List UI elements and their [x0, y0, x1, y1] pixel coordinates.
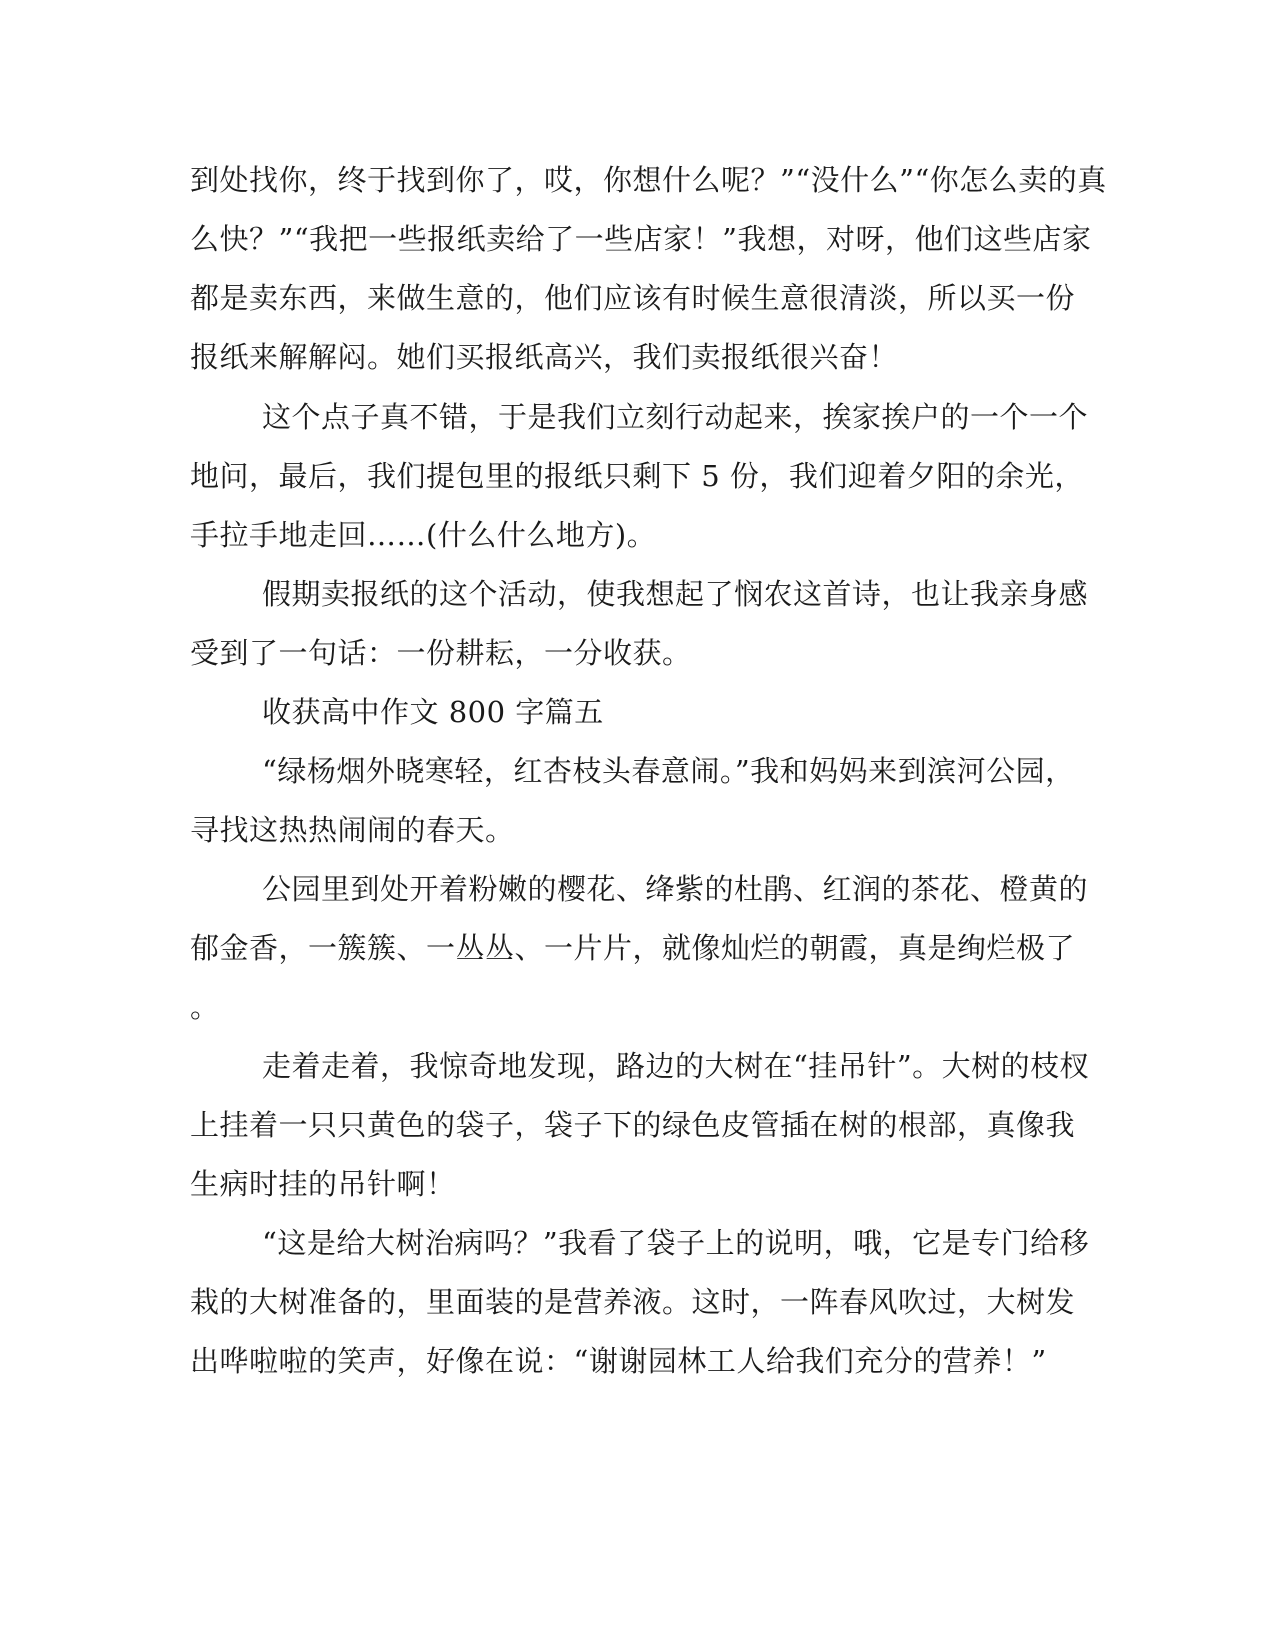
paragraph-line: 地问，最后，我们提包里的报纸只剩下 5 份，我们迎着夕阳的余光，	[190, 459, 1084, 493]
paragraph-line: 受到了一句话：一份耕耘，一分收获。	[190, 636, 692, 670]
paragraph-line: 出哗啦啦的笑声，好像在说：“谢谢园林工人给我们充分的营养！”	[190, 1344, 1047, 1378]
paragraph-line: 走着走着，我惊奇地发现，路边的大树在“挂吊针”。大树的枝杈	[262, 1049, 1090, 1083]
paragraph-line: 都是卖东西，来做生意的，他们应该有时候生意很清淡，所以买一份	[190, 281, 1076, 315]
paragraph-line: 这个点子真不错，于是我们立刻行动起来，挨家挨户的一个一个	[262, 400, 1089, 434]
paragraph-line: 寻找这热热闹闹的春天。	[190, 813, 515, 847]
paragraph-line: 报纸来解解闷。她们买报纸高兴，我们卖报纸很兴奋！	[190, 340, 899, 374]
paragraph-line: 上挂着一只只黄色的袋子，袋子下的绿色皮管插在树的根部，真像我	[190, 1108, 1076, 1142]
paragraph-line: 栽的大树准备的，里面装的是营养液。这时，一阵春风吹过，大树发	[190, 1285, 1076, 1319]
paragraph-line: “这是给大树治病吗？”我看了袋子上的说明，哦，它是专门给移	[262, 1226, 1090, 1260]
paragraph-line: “绿杨烟外晓寒轻，红杏枝头春意闹。”我和妈妈来到滨河公园，	[262, 754, 1075, 788]
paragraph-line: 公园里到处开着粉嫩的樱花、绛紫的杜鹃、红润的茶花、橙黄的	[262, 872, 1089, 906]
paragraph-line: 手拉手地走回……(什么什么地方)。	[190, 518, 657, 552]
section-heading: 收获高中作文 800 字篇五	[262, 695, 604, 729]
paragraph-line: 生病时挂的吊针啊！	[190, 1167, 456, 1201]
paragraph-line: 。	[190, 990, 220, 1024]
paragraph-line: 郁金香，一簇簇、一丛丛、一片片，就像灿烂的朝霞，真是绚烂极了	[190, 931, 1076, 965]
paragraph-line: 假期卖报纸的这个活动，使我想起了悯农这首诗，也让我亲身感	[262, 577, 1089, 611]
paragraph-line: 么快？”“我把一些报纸卖给了一些店家！”我想，对呀，他们这些店家	[190, 222, 1092, 256]
paragraph-line: 到处找你，终于找到你了，哎，你想什么呢？”“没什么”“你怎么卖的真	[190, 163, 1107, 197]
